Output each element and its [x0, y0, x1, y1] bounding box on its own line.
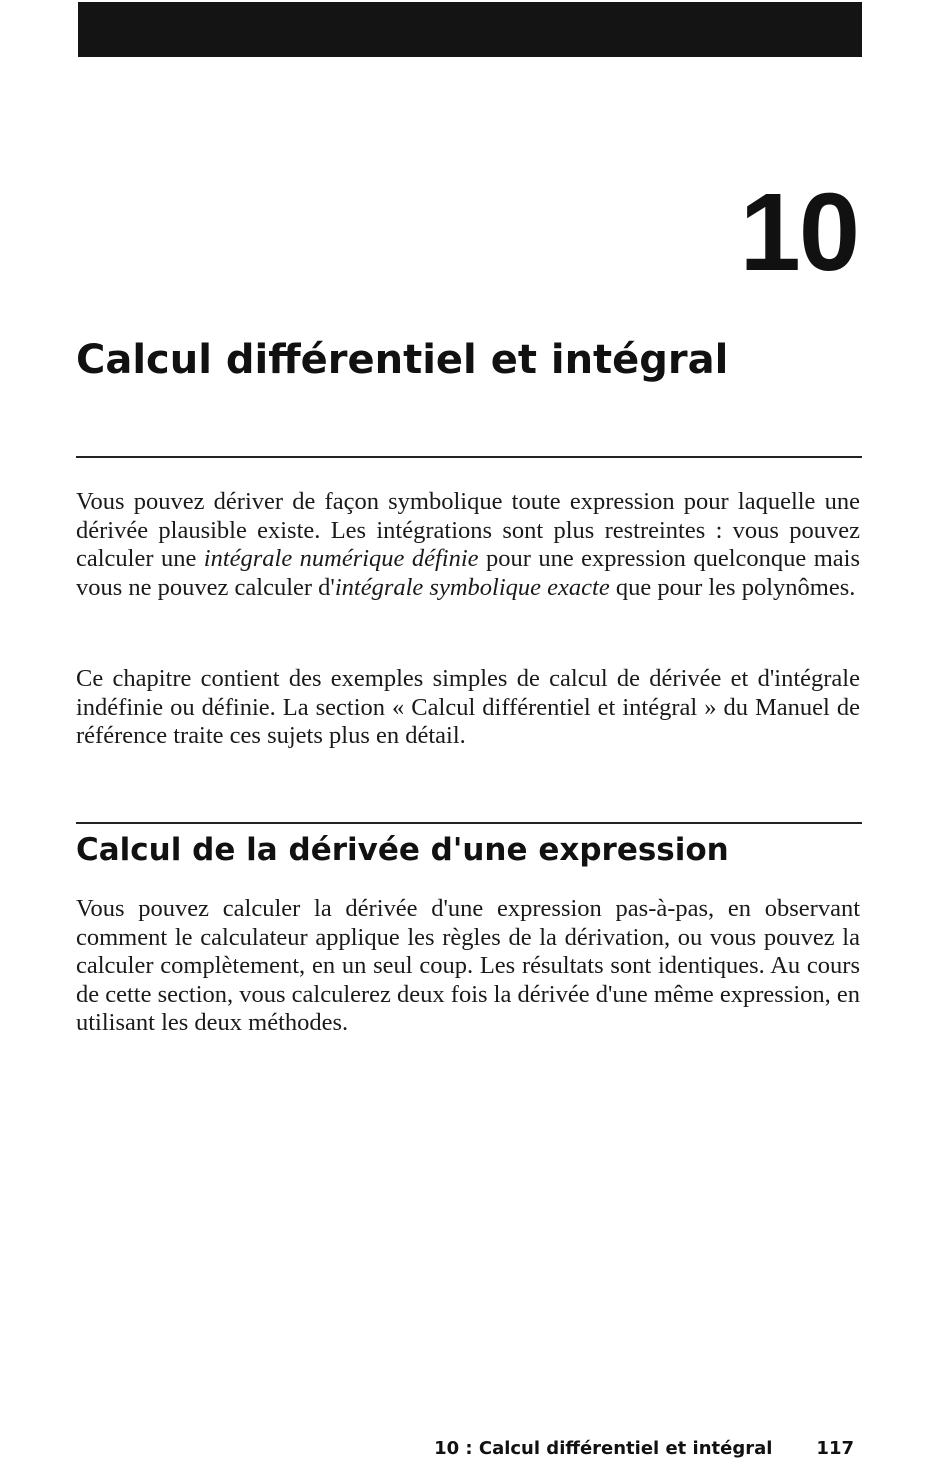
- intro-text-2: pour une expression quelconque mais vous ne pouvez calculer d': [76, 545, 860, 601]
- intro-paragraph-1: [76, 488, 860, 602]
- running-title: 10 : Calcul différentiel et intégral: [434, 1438, 773, 1459]
- intro-text-3: que pour les polynômes.: [609, 573, 856, 601]
- intro-paragraph-2: Ce chapitre contient des exemples simples de calcul de dérivée et d'intégrale indéfinie ou définie. La section « Calcul différentiel et intégral » du Manuel de référence traite ces sujets plus en détail.: [76, 665, 860, 750]
- chapter-title: Calcul différentiel et intégral: [76, 337, 729, 383]
- intro-text-1: Vous pouvez dériver de façon symbolique toute expression pour laquelle une dérivée plausible existe. Les intégrations sont plus restreintes : vous pouvez calculer une: [76, 488, 860, 573]
- page-number: 117: [816, 1438, 854, 1459]
- page-footer: [434, 1438, 854, 1460]
- chapter-number: 10: [739, 171, 858, 294]
- section-divider: [76, 822, 862, 824]
- header-bar: [78, 2, 862, 57]
- intro-emphasis-1: intégrale numérique définie: [203, 545, 479, 573]
- section-paragraph-1: Vous pouvez calculer la dérivée d'une expression pas-à-pas, en observant comment le calculateur applique les règles de la dérivation, ou vous pouvez la calculer complètement, en un seul coup. Les résultats sont identiques. Au cours de cette section, vous calculerez deux fois la dérivée d'une même expression, en utilisant les deux méthodes.: [76, 895, 861, 1037]
- intro-emphasis-2: intégrale symbolique exacte: [334, 573, 610, 601]
- section-heading: Calcul de la dérivée d'une expression: [76, 832, 729, 868]
- chapter-divider: [76, 456, 862, 458]
